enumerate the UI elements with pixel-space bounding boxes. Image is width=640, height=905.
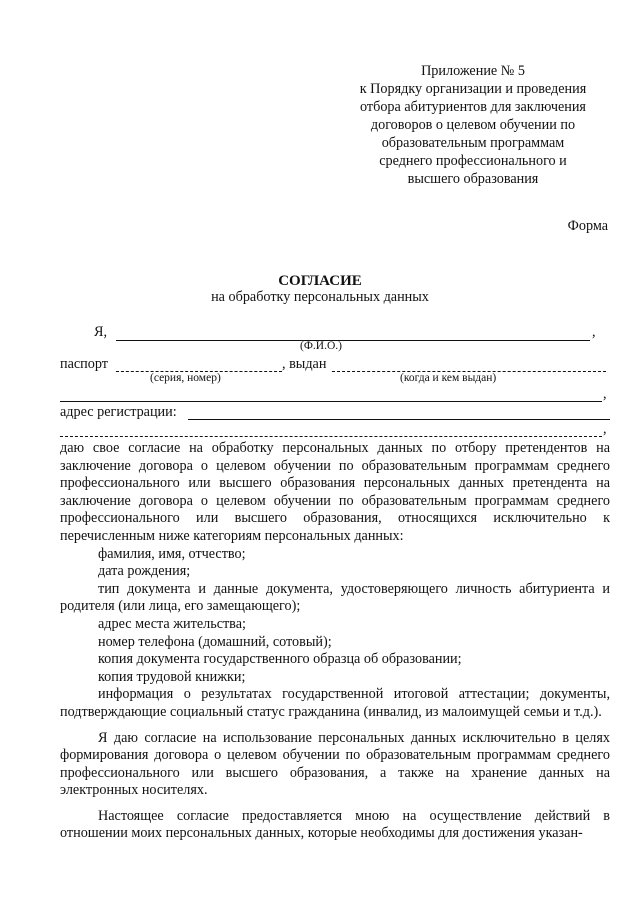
- issued-label: , выдан: [282, 356, 327, 372]
- fio-field[interactable]: [116, 340, 590, 341]
- data-category-item: фамилия, имя, отчество;: [98, 545, 246, 562]
- appendix-line: среднего профессионального и: [379, 153, 567, 169]
- issued-by-continuation-field[interactable]: [60, 401, 602, 402]
- issued-caption: (когда и кем выдан): [400, 372, 497, 384]
- address-label: адрес регистрации:: [60, 404, 177, 420]
- appendix-line: Приложение № 5: [421, 63, 525, 79]
- appendix-line: к Порядку организации и проведения: [359, 81, 587, 97]
- ya-label: Я,: [94, 324, 108, 340]
- document-subtitle: на обработку персональных данных: [211, 289, 429, 305]
- passport-label: паспорт: [60, 356, 108, 372]
- fio-comma: ,: [592, 324, 596, 340]
- fio-caption: (Ф.И.О.): [300, 340, 342, 352]
- appendix-line: отбора абитуриентов для заключения: [360, 99, 586, 115]
- address-continuation-field[interactable]: [60, 436, 602, 437]
- appendix-line: договоров о целевом обучении по: [370, 117, 576, 133]
- form-label: Форма: [567, 218, 608, 234]
- usage-consent-paragraph: Я даю согласие на использование персональных данных исключительно в целях формирования договора о целевом обучении по образовательным программам среднего профессионального или высшего образования, а также на хранение данных на электронных носителях.: [60, 729, 610, 799]
- consent-paragraph: даю свое согласие на обработку персональных данных по отбору претендентов на заключение договора о целевом обучении по образовательным программам среднего профессионального или высшего образования персональных данных претендента на заключение договора о целевом обучении по образовательным программам среднего профессионального или высшего образования, относящихся исключительно к перечисленным ниже категориям персональных данных:: [60, 440, 610, 544]
- series-caption: (серия, номер): [150, 372, 221, 384]
- document-title: СОГЛАСИЕ: [278, 273, 362, 289]
- address-field[interactable]: [188, 419, 610, 420]
- appendix-line: образовательным программам: [381, 135, 565, 151]
- data-category-item: адрес места жительства;: [98, 615, 246, 632]
- consent-body: [60, 440, 610, 843]
- appendix-header: [338, 62, 608, 188]
- data-category-item: копия документа государственного образца об образовании;: [98, 651, 462, 668]
- actions-consent-paragraph: Настоящее согласие предоставляется мною на осуществление действий в отношении моих персональных данных, которые необходимы для достижения указан-: [60, 807, 610, 842]
- issued-comma: ,: [603, 386, 607, 402]
- data-category-item: копия трудовой книжки;: [98, 668, 246, 685]
- data-category-item: тип документа и данные документа, удостоверяющего личность абитуриента и родителя (или лица, его замещающего);: [60, 580, 610, 615]
- data-category-item: информация о результатах государственной итоговой аттестации; документы, подтверждающие социальный статус гражданина (инвалид, из малоимущей семьи и т.д.).: [60, 686, 610, 720]
- address-comma: ,: [603, 421, 607, 437]
- data-category-item: дата рождения;: [98, 563, 191, 580]
- data-category-item: номер телефона (домашний, сотовый);: [98, 633, 332, 650]
- appendix-line: высшего образования: [407, 171, 539, 187]
